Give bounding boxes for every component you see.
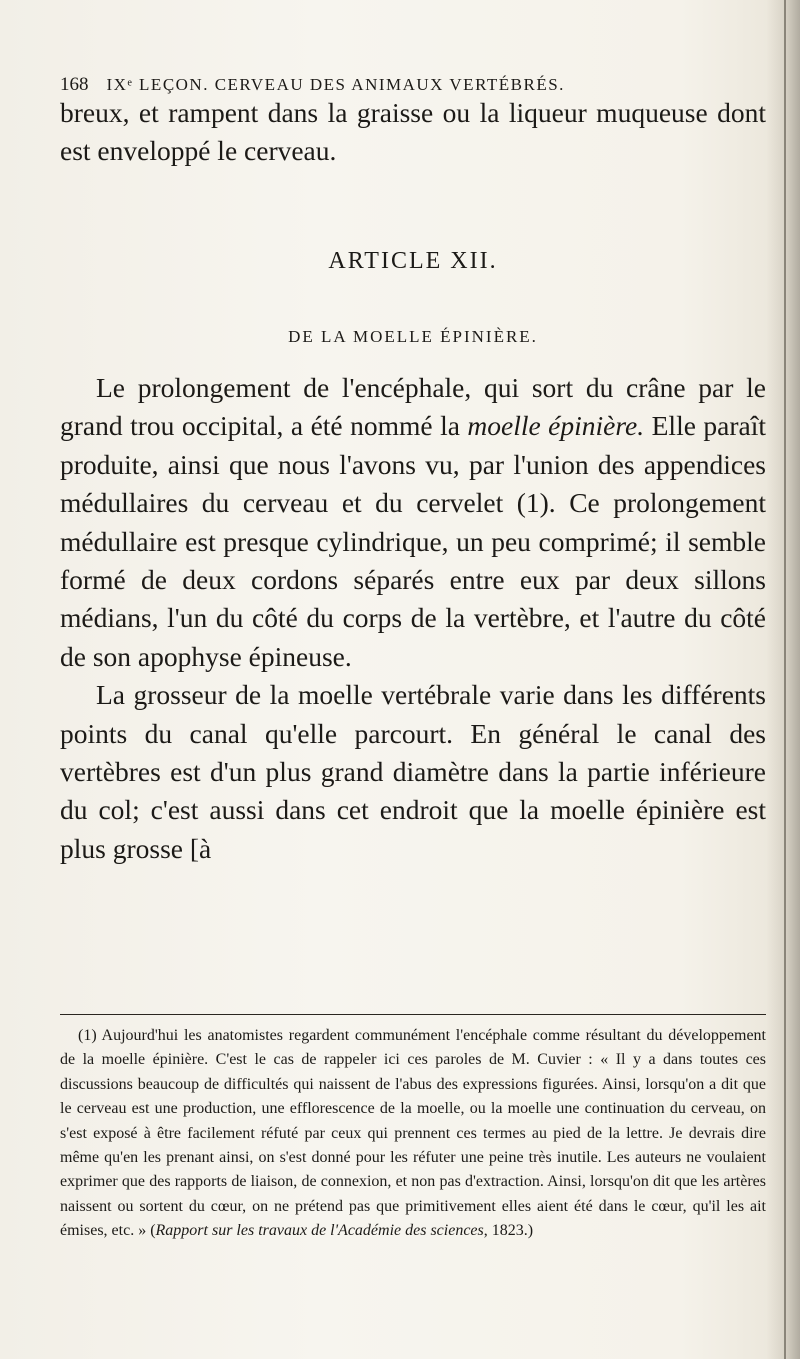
footnote-source: Rapport sur les travaux de l'Académie des sciences [155,1222,484,1240]
footnote-end: , 1823.) [483,1222,534,1240]
footnote-text: (1) Aujourd'hui les anatomistes regardent communément l'encéphale comme résultant du développement de la moelle épinière. C'est le cas de rappeler ici ces paroles de M. Cuvier : « Il y a dans toutes ces discussions beaucoup de difficultés qui naissent de l'abus des expressions figurées. Ainsi, lorsqu'on a dit que le cerveau est une production, une efflorescence de la moelle, ou la moelle une continuation du cerveau, on s'est exposé à être facilement réfuté par ceux qui prennent ces termes au pied de la lettre. Je devrais dire même qu'en les prenant ainsi, on s'est donné pour les réfuter une peine très inutile. Les auteurs ne voulaient exprimer que des rapports de liaison, de connexion, et non pas d'extraction. Ainsi, lorsqu'on dit que les artères naissent ou sortent du cœur, on ne prétend pas que primitivement elles aient été dans le cœur, qu'il les ait émises, etc. » ( [60,1027,766,1240]
term-moelle-epiniere: moelle épinière. [467,410,645,442]
section-title: DE LA MOELLE ÉPINIÈRE. [288,327,538,346]
footnote-rule [60,1014,766,1015]
article-title: ARTICLE XII. [328,248,498,274]
continuation-text: breux, et rampent dans la graisse ou la liqueur muqueuse dont est enveloppé le cerveau. [60,97,766,167]
page-number: 168 [60,74,89,95]
running-head [60,74,760,96]
page-edge-line [784,0,786,1359]
paragraph-1-after: Elle paraît produite, ainsi que nous l'avons vu, par l'union des appendices médullaires du cerveau et du cervelet (1). Ce prolongement médullaire est presque cylindrique, un peu comprimé; il semble formé de deux cordons séparés entre eux par deux sillons médians, l'un du côté du corps de la vertèbre, et l'autre du côté de son apophyse épineuse. [60,410,766,672]
main-text [60,369,766,868]
running-head-title: IXᵉ LEÇON. CERVEAU DES ANIMAUX VERTÉBRÉS. [106,75,565,94]
paragraph-1 [60,369,766,676]
page-edge-shadow [766,0,800,1359]
footnote [60,1024,766,1244]
paragraph-2: La grosseur de la moelle vertébrale varie dans les différents points du canal qu'elle parcourt. En général le canal des vertèbres est d'un plus grand diamètre dans la partie inférieure du col; c'est aussi dans cet endroit que la moelle épinière est plus grosse [à [60,679,766,864]
paragraph-1-before: Le prolongement de l'encéphale, qui sort du crâne par le grand trou occipital, a été nommé la [60,372,766,442]
